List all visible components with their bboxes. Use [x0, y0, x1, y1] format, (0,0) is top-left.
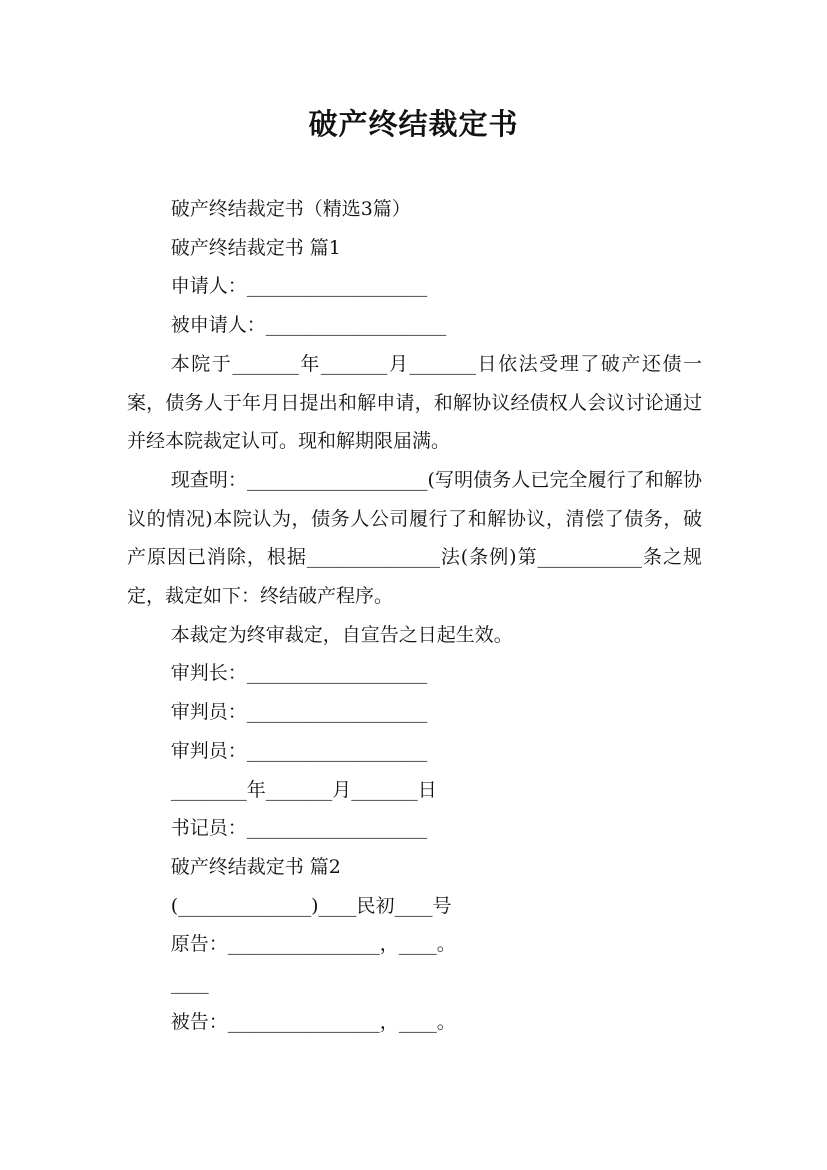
judge-line-2: 审判员：___________________: [170, 739, 428, 762]
document-title: 破产终结裁定书: [308, 107, 519, 141]
judge-line-1: 审判员：___________________: [170, 701, 428, 724]
presiding-judge-line: 审判长：___________________: [170, 662, 428, 685]
plaintiff-line: 原告：________________，____。: [170, 933, 456, 956]
date-line: ________年_______月_______日: [170, 778, 437, 801]
findings-paragraph: 现查明：___________________(写明债务人已完全履行了和解协议的情况)本院认为，债务人公司履行了和解协议，清偿了债务，破产原因已消除，根据______________法(条例)第___________条之规定，裁定如下：终结破产程序。: [127, 468, 702, 608]
document-body: [127, 190, 702, 1041]
section-heading-1: 破产终结裁定书 篇1: [170, 236, 341, 259]
applicant-line: 申请人：___________________: [170, 275, 428, 298]
section-heading-2: 破产终结裁定书 篇2: [170, 855, 341, 878]
case-number-line: (______________)____民初____号: [170, 894, 452, 917]
subtitle-line: 破产终结裁定书（精选3篇）: [170, 198, 411, 220]
respondent-line: 被申请人：___________________: [170, 314, 447, 337]
acceptance-paragraph: 本院于_______年_______月_______日依法受理了破产还债一案，债务人于年月日提出和解申请，和解协议经债权人会议讨论通过并经本院裁定认可。现和解期限届满。: [127, 352, 702, 453]
defendant-line: 被告：________________，____。: [170, 1010, 456, 1033]
clerk-line: 书记员：___________________: [170, 817, 428, 840]
effect-line: 本裁定为终审裁定，自宣告之日起生效。: [170, 623, 513, 646]
blank-line: ____: [170, 972, 209, 995]
